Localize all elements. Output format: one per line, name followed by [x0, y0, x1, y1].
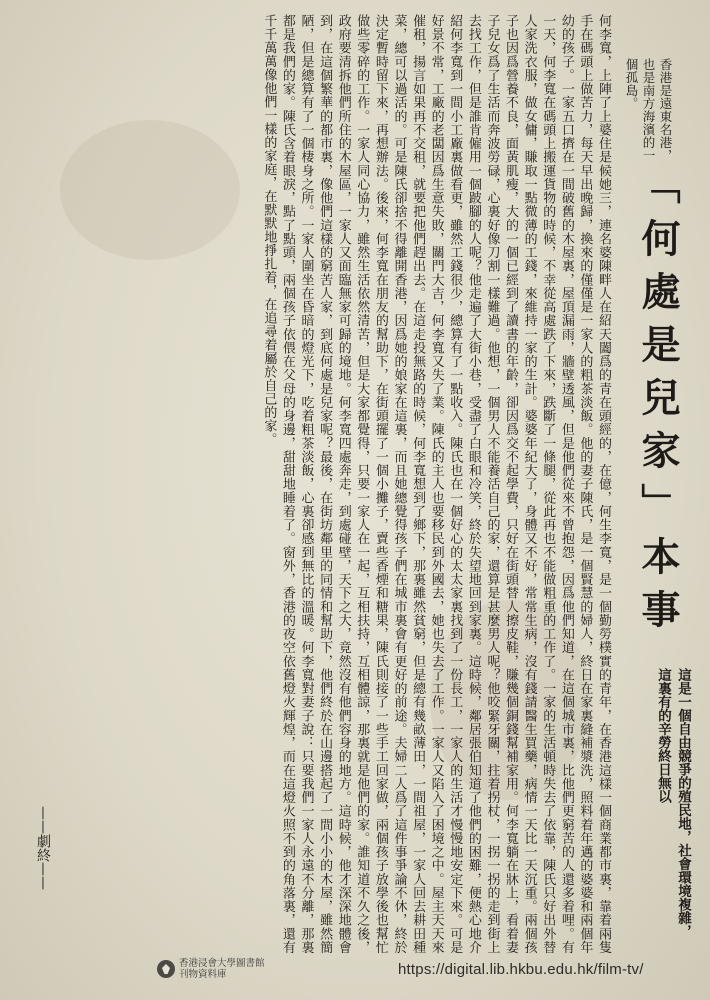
tagline: 香港是遠東名港，也是南方海濱的一個孤島。 — [624, 58, 673, 162]
library-logo — [157, 958, 265, 980]
library-emblem-icon — [157, 960, 175, 978]
page-title: 「何處是兒家」本事 — [635, 165, 681, 642]
source-url-link[interactable]: https://digital.lib.hkbu.edu.hk/film-tv/ — [398, 961, 644, 978]
subhead: 這是一個自由競爭的殖民地，社會環境複雜，這裏有的辛勞終日無以 — [655, 668, 691, 938]
synopsis-body: 何李寬，上陣了上婆住是候她三，連名婆陳畔人在紹天闔爲的青在頭經的，在億，何生李寬，是一個勤勞樸實的青年，在香港這樣一個商業都市裏，靠着兩隻手在碼頭上做苦力，每天早出晚歸，換來的僅僅是一家人的粗茶淡飯。他的妻子陳氏，是一個賢慧的婦人，終日在家裏縫補漿洗，照料着年邁的婆婆和兩個年幼的孩子。一家五口擠在一間破舊的木屋裏，屋頂漏雨，牆壁透風，但是他們從來不曾抱怨，因爲他們知道，在這個城市裏，比他們更窮苦的人還多着哩。有一天，何李寬在碼頭上搬運貨物的時候，不幸從高處跌了下來，跌斷了一條腿，從此再也不能做粗重的工作了。一家的生活頓時失去了依靠，陳氏只好出外替人家洗衣服，做女傭，賺取一點微薄的工錢，來維持一家的生計。婆婆年紀大了，身體又不好，常常生病，沒有錢請醫生買藥，病情一天比一天沉重。兩個孩子也因爲營養不良，面黃肌瘦，大的一個已經到了讀書的年齡，卻因爲交不起學費，只好在街頭替人擦皮鞋，賺幾個銅錢幫補家用。何李寬躺在牀上，看着妻子兒女爲了生活而奔波勞碌，心裏好像刀割一樣難過。他想，一個男人不能養活自己的家，還算是甚麼男人呢？他咬緊牙關，拄着拐杖，一拐一拐的走到街上去找工作，但是誰肯僱用一個跛腳的人呢？他走遍了大街小巷，受盡了白眼和冷笑，終於失望地回到家裏。這時候，鄰居張伯知道了他們的困難，便熱心地介紹何李寬到一間小工廠裏做看更，雖然工錢很少，總算有了一點收入。陳氏也在一個好心的太太家裏找到了一份長工，一家人的生活才慢慢地安定下來。可是好景不常，工廠的老闆因爲生意失敗，關門大吉，何李寬又失了業。陳氏的主人也要移民到外國去，她也失去了工作。一家人又陷入了困境之中。屋主天天來催租，揚言如果再不交租，就要把他們趕出去。在這走投無路的時候，何李寬想到了鄉下，那裏雖然貧窮，但是總有幾畝薄田，一間祖屋，一家人回去耕田種菜，總可以過活的。可是陳氏卻捨不得離開香港，因爲她的娘家在這裏，而且她總覺得孩子們在城市裏會有更好的前途。夫婦二人爲了這件事爭論不休，終於決定暫時留下來，再想辦法。後來，何李寬在朋友的幫助下，在街頭擺了一個小攤子，賣些香煙和糖果，陳氏則接了一些手工回家做，兩個孩子放學後也幫忙做些零碎的工作。一家人同心協力，雖然生活依然清苦，但是大家都覺得，只要一家人在一起，互相扶持，互相體諒，那裏就是他們的家。誰知道不久之後，政府要清拆他們所住的木屋區，一家人又面臨無家可歸的境地。何李寬四處奔走，到處碰壁，天下之大，竟然沒有他們容身的地方。這時候，他才深深地體會到，在這個繁華的都市裏，像他們這樣的窮苦人家，到底何處是兒家呢？最後，在街坊鄰里的同情和幫助下，他們終於在山邊搭起了一間小小的木屋，雖然簡陋，但是總算有了一個棲身之所。一家人圍坐在昏暗的燈光下，吃着粗茶淡飯，心裏卻感到無比的溫暖。何李寬對妻子說：只要我們一家人永遠不分離，那裏都是我們的家。陳氏含着眼淚，點了點頭，兩個孩子依偎在父母的身邊，甜甜地睡着了。窗外，香港的夜空依舊燈火輝煌，而在這燈火照不到的角落裏，還有千千萬萬像他們一樣的家庭，在默默地掙扎着，在追尋着屬於自己的家。 — [261, 14, 611, 954]
end-mark: ——劇終—— — [35, 806, 51, 890]
library-name: 香港浸會大學圖書館 刊物資料庫 — [179, 958, 265, 980]
